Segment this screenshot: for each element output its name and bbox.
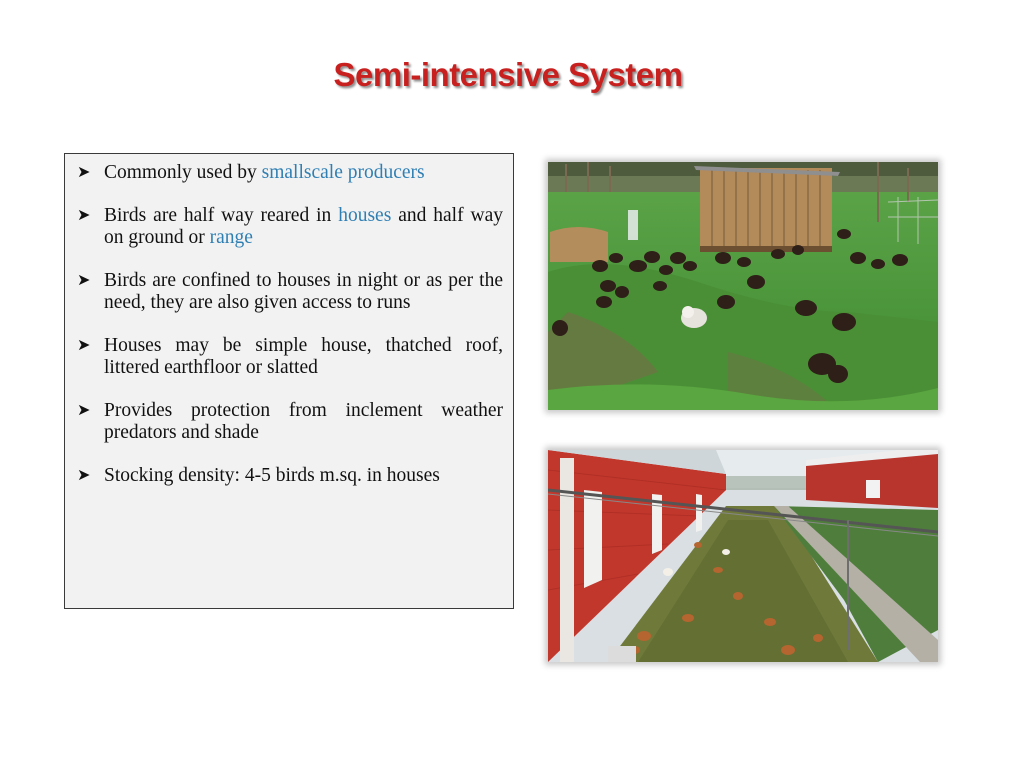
bullet-item — [77, 335, 503, 379]
free-range-chickens-photo — [548, 162, 938, 410]
bullet-highlight: smallscale producers — [261, 162, 425, 183]
arrow-bullet-icon: ➤ — [77, 164, 91, 181]
red-poultry-house-photo — [548, 450, 938, 662]
bullet-item — [77, 400, 503, 444]
bullet-text: and half way on ground or — [104, 205, 503, 248]
bullet-text: Birds are half way reared in — [104, 205, 339, 226]
arrow-bullet-icon: ➤ — [77, 402, 91, 419]
bullet-text: Houses may be simple house, thatched roof, littered earthfloor or slatted — [104, 335, 503, 378]
bullet-item — [77, 465, 503, 487]
bullet-text: Provides protection from inclement weather predators and shade — [104, 400, 503, 443]
bullet-text: Commonly used by — [104, 162, 262, 183]
slide-title: Semi-intensive System — [333, 56, 683, 93]
bullet-text: Stocking density: 4-5 birds m.sq. in houses — [104, 465, 440, 486]
bullet-text-box — [64, 153, 514, 609]
bullet-list — [77, 162, 503, 487]
bullet-highlight: range — [209, 227, 253, 248]
bullet-highlight: houses — [338, 205, 392, 226]
arrow-bullet-icon: ➤ — [77, 337, 91, 354]
arrow-bullet-icon: ➤ — [77, 272, 91, 289]
bullet-text: Birds are confined to houses in night or as per the need, they are also given access to runs — [104, 270, 503, 313]
arrow-bullet-icon: ➤ — [77, 467, 91, 484]
bullet-item — [77, 162, 503, 184]
arrow-bullet-icon: ➤ — [77, 207, 91, 224]
bullet-item — [77, 270, 503, 314]
bullet-item — [77, 205, 503, 249]
